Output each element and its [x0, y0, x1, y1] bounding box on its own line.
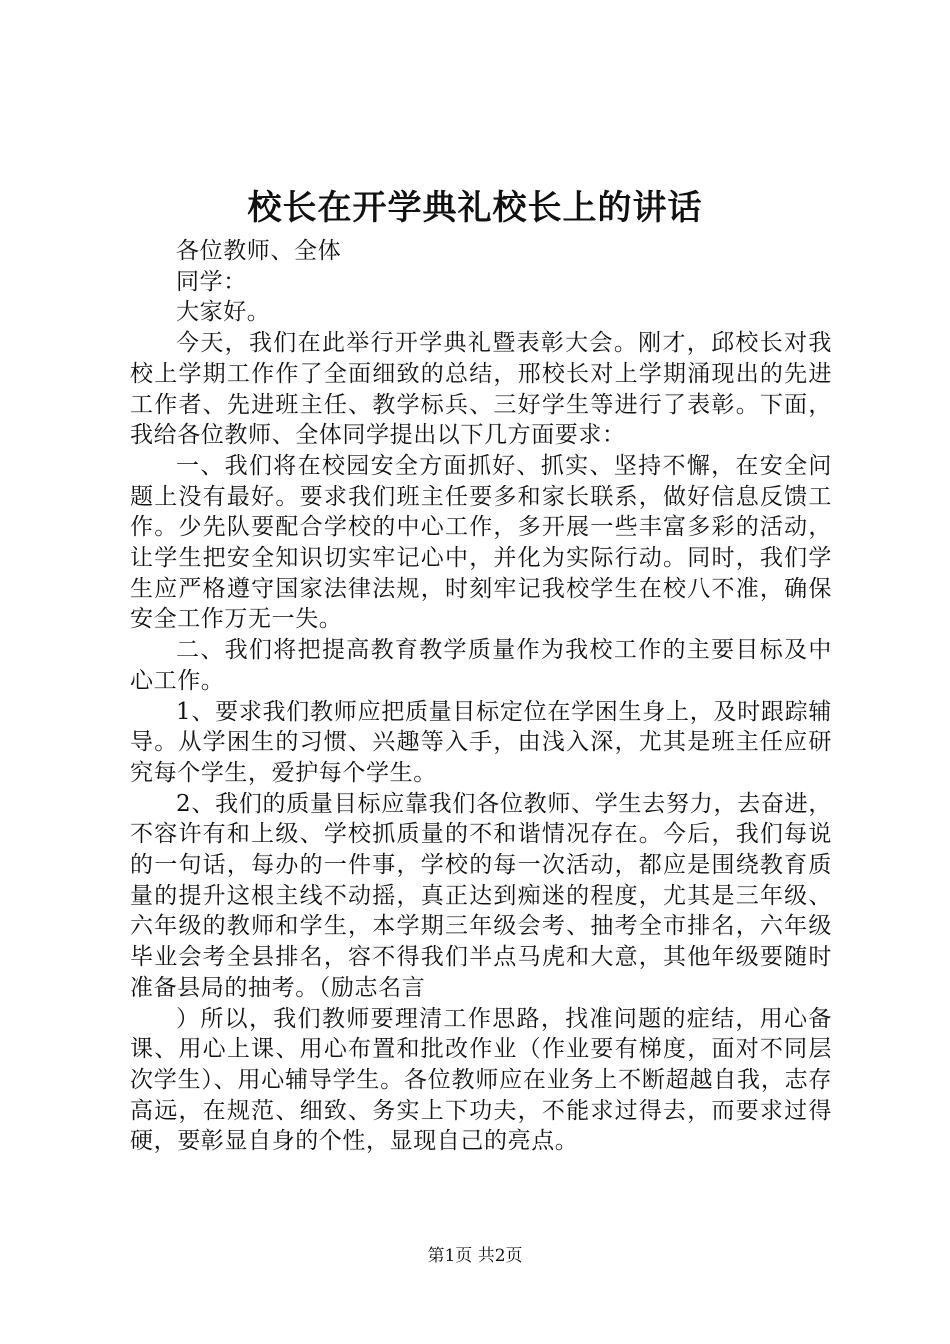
paragraph-teachers: ）所以，我们教师要理清工作思路，找准问题的症结，用心备课、用心上课、用心布置和批改作业（作业要有梯度，面对不同层次学生）、用心辅导学生。各位教师应在业务上不断超越自我，志存高远，在规范、细致、务实上下功夫，不能求过得去，而要求过得硬，要彰显自身的个性，显现自己的亮点。 — [130, 1005, 832, 1155]
paragraph-intro: 今天，我们在此举行开学典礼暨表彰大会。刚才，邱校长对我校上学期工作作了全面细致的总结，邢校长对上学期涌现出的先进工作者、先进班主任、教学标兵、三好学生等进行了表彰。下面，我给各位教师、全体同学提出以下几方面要求： — [130, 330, 832, 449]
salutation-line-2: 同学： — [176, 268, 247, 295]
page-indicator: 第1页 共2页 — [427, 1246, 523, 1266]
document-body — [130, 236, 832, 1157]
paragraph-item-2: 2、我们的质量目标应靠我们各位教师、学生去努力，去奋进，不容许有和上级、学校抓质量的不和谐情况存在。今后，我们每说的一句话，每办的一件事，学校的每一次活动，都应是围绕教育质量的提升这根主线不动摇，真正达到痴迷的程度，尤其是三年级、六年级的教师和学生，本学期三年级会考、抽考全市排名，六年级毕业会考全县排名，容不得我们半点马虎和大意，其他年级要随时准备县局的抽考。（励志名言 — [130, 790, 832, 1001]
paragraph-safety: 一、我们将在校园安全方面抓好、抓实、坚持不懈，在安全问题上没有最好。要求我们班主任要多和家长联系，做好信息反馈工作。少先队要配合学校的中心工作，多开展一些丰富多彩的活动，让学生把安全知识切实牢记心中，并化为实际行动。同时，我们学生应严格遵守国家法律法规，时刻牢记我校学生在校八不准，确保安全工作万无一失。 — [130, 452, 832, 633]
document-title: 校长在开学典礼校长上的讲话 — [247, 188, 703, 228]
salutation-line-1: 各位教师、全体 — [176, 238, 342, 264]
greeting: 大家好。 — [176, 299, 271, 326]
paragraph-quality-goal: 二、我们将把提高教育教学质量作为我校工作的主要目标及中心工作。 — [130, 637, 832, 694]
paragraph-item-1: 1、要求我们教师应把质量目标定位在学困生身上，及时跟踪辅导。从学困生的习惯、兴趣等入手，由浅入深，尤其是班主任应研究每个学生，爱护每个学生。 — [130, 698, 832, 786]
